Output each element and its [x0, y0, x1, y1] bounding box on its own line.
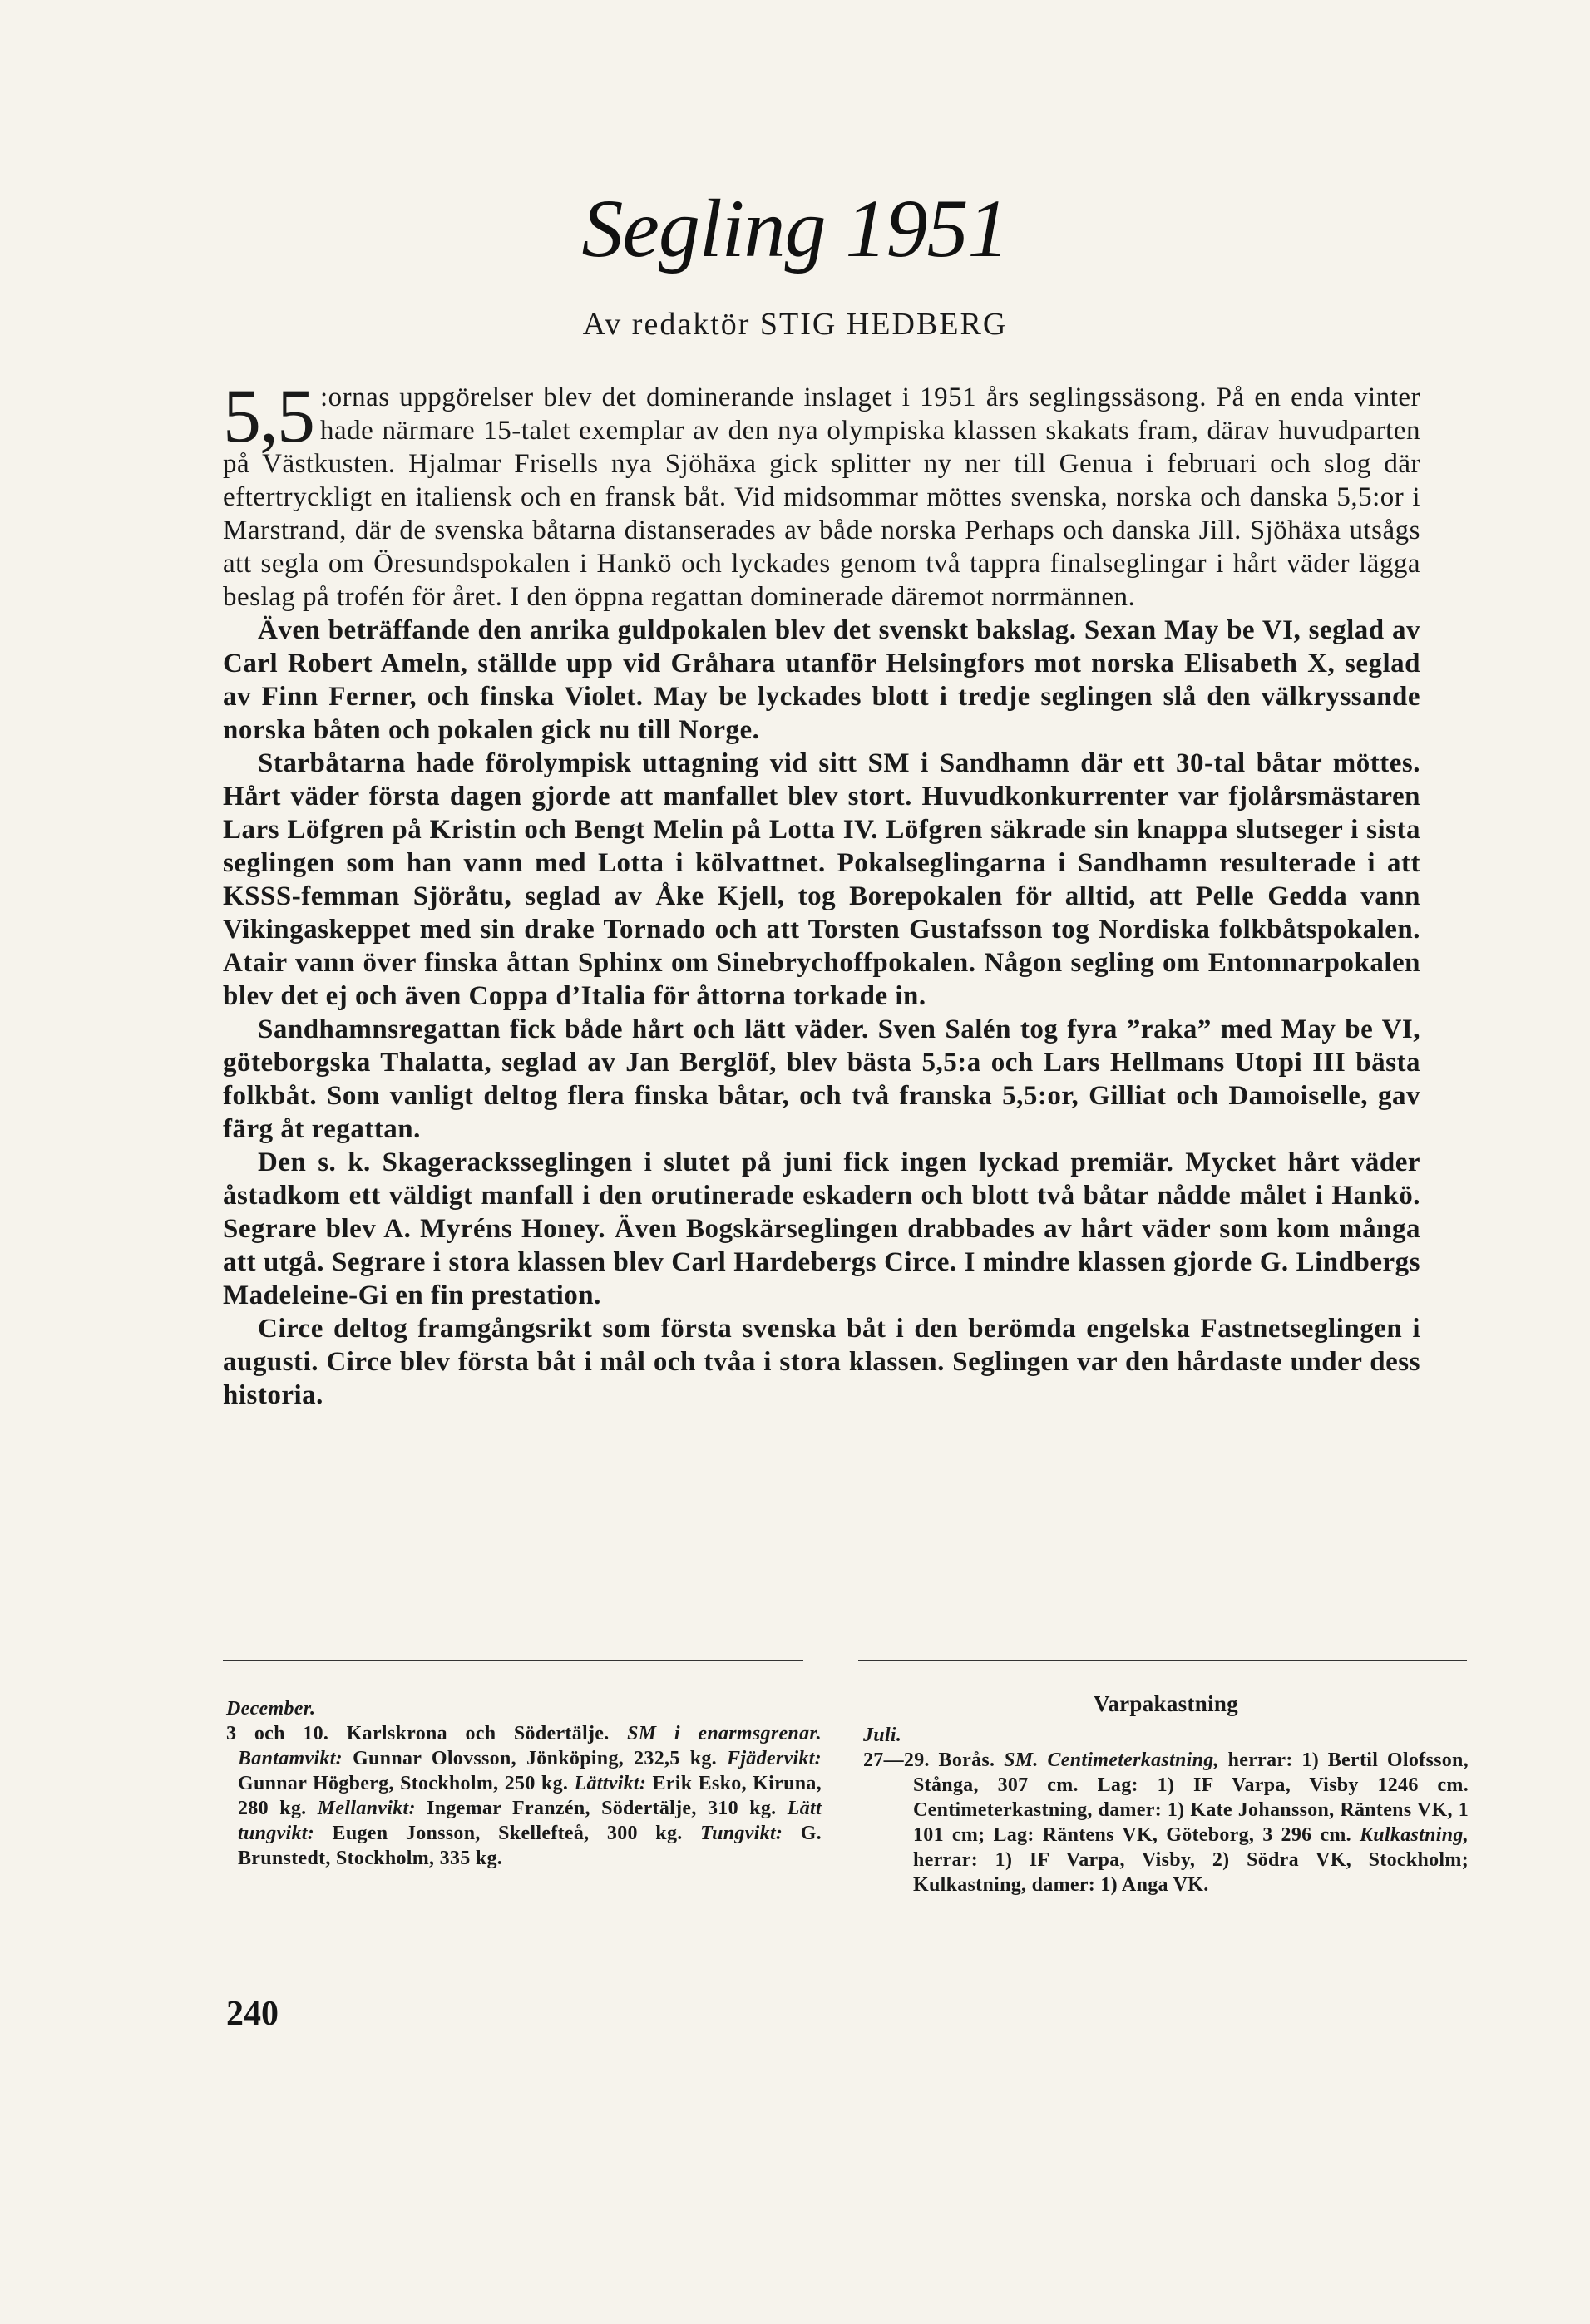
class-label: Bantamvikt: [238, 1748, 343, 1769]
paragraph [223, 373, 1420, 614]
entry-intro: 3 och 10. Karlskrona och Södertälje. [226, 1723, 610, 1744]
divider-left [223, 1660, 803, 1661]
entry-intro: 27—29. Borås. [863, 1749, 995, 1771]
paragraph: Sandhamnsregattan fick både hårt och lätt väder. Sven Salén tog fyra ”raka” med May be VI, göteborgska Thalatta, seglad av Jan Berglöf, blev bästa 5,5:a och Lars Hellmans Utopi III bästa folkbåt. Som vanligt deltog flera finska båtar, och två franska 5,5:or, Gilliat och Damoiselle, gav färg åt regattan. [223, 1014, 1420, 1144]
class-result: Ingemar Franzén, Södertälje, 310 kg. [427, 1798, 777, 1819]
class-label: Lättvikt: [574, 1773, 647, 1794]
class-label: Kulkastning, [1360, 1824, 1469, 1846]
divider-right [858, 1660, 1467, 1661]
class-result: Eugen Jonsson, Skellefteå, 300 kg. [332, 1823, 683, 1844]
paragraph-text: :ornas uppgörelser blev det dominerande inslaget i 1951 års seglingssäsong. På en enda vinter hade närmare 15-talet exemplar av den nya olympiska klassen skakats fram, därav huvudparten på Västkusten. Hjalmar Frisells nya Sjöhäxa gick splitter ny ner till Genua i februari och slog där eftertryckligt en italiensk och en fransk båt. Vid midsommar möttes svenska, norska och danska 5,5:or i Marstrand, där de svenska båtarna distanserades av både norska Perhaps och danska Jill. Sjöhäxa utsågs att segla om Öresundspokalen i Hankö och lyckades genom två tappra finalseglingar i hårt väder lägga beslag på trofén för året. I den öppna regattan dominerade däremot norrmännen. [223, 382, 1420, 612]
class-result: herrar: 1) IF Varpa, Visby, 2) Södra VK, Stockholm; Kulkastning, damer: 1) Anga VK. [913, 1849, 1469, 1896]
class-result: Gunnar Högberg, Stockholm, 250 kg. [238, 1773, 569, 1794]
entry-event: SM i enarmsgrenar. [627, 1723, 822, 1744]
class-result: herrar: 1) Bertil Olofsson, Stånga, 307 cm. Lag: 1) IF Varpa, Visby 1246 cm. Centimeterkastning, damer: 1) Kate Johansson, Räntens VK, 1 101 cm; Lag: Räntens VK, Göteborg, 3 296 cm. [913, 1749, 1469, 1846]
month-heading: Juli. [863, 1724, 902, 1746]
class-result: Gunnar Olovsson, Jönköping, 232,5 kg. [353, 1748, 717, 1769]
article-title: Segling 1951 [581, 182, 1009, 274]
class-label: Fjädervikt: [727, 1748, 822, 1769]
page-number: 240 [226, 1995, 279, 2033]
section-heading: Varpakastning [1094, 1691, 1238, 1716]
paragraph: Även beträffande den anrika guldpokalen blev det svenskt bakslag. Sexan May be VI, seglad av Carl Robert Ameln, ställde upp vid Gråhara utanför Helsingfors mot norska Elisabeth X, seglad av Finn Ferner, och finska Violet. May be lyckades blott i tredje seglingen slå den välkryssande norska båten och pokalen gick nu till Norge. [223, 615, 1420, 745]
class-result: G. Brunstedt, Stockholm, 335 kg. [238, 1823, 822, 1869]
month-heading: December. [226, 1698, 316, 1720]
class-label: Mellanvikt: [317, 1798, 416, 1819]
paragraph: Den s. k. Skageracksseglingen i slutet på juni fick ingen lyckad premiär. Mycket hårt väder åstadkom ett väldigt manfall i den orutinerade eskadern och blott två båtar nådde målet i Hankö. Segrare blev A. Myréns Honey. Även Bogskärseglingen drabbades av hårt väder som kom många att utgå. Segrare i stora klassen blev Carl Hardebergs Circe. I mindre klassen gjorde G. Lindbergs Madeleine-Gi en fin prestation. [223, 1147, 1420, 1310]
paragraph: Circe deltog framgångsrikt som första svenska båt i den berömda engelska Fastnetseglingen i augusti. Circe blev första båt i mål och tvåa i stora klassen. Seglingen var den hårdaste under dess historia. [223, 1314, 1420, 1410]
paragraph: Starbåtarna hade förolympisk uttagning vid sitt SM i Sandhamn där ett 30-tal båtar möttes. Hårt väder första dagen gjorde att manfallet blev stort. Huvudkonkurrenter var fjolårsmästaren Lars Löfgren på Kristin och Bengt Melin på Lotta IV. Löfgren säkrade sin knappa slutseger i sista seglingen som han vann med Lotta i kölvattnet. Pokalseglingarna i Sandhamn resulterade i att KSSS-femman Sjöråtu, seglad av Åke Kjell, tog Borepokalen för alltid, att Pelle Gedda vann Vikingaskeppet med sin drake Tornado och att Torsten Gustafsson tog Nordiska folkbåtspokalen. Atair vann över finska åttan Sphinx om Sinebrychoffpokalen. Någon segling om Entonnarpokalen blev det ej och även Coppa d’Italia för åttorna torkade in. [223, 748, 1420, 1011]
class-label: Tungvikt: [700, 1823, 783, 1844]
article-body [223, 373, 1420, 1412]
results-entry [863, 1748, 1469, 1897]
class-result: Erik Esko, Kiruna, 280 kg. [238, 1773, 822, 1819]
class-label: Centimeterkastning, [1047, 1749, 1219, 1771]
class-label: Lätt tungvikt: [238, 1798, 822, 1844]
results-column-right [863, 1691, 1469, 1897]
results-entry [226, 1721, 822, 1871]
drop-cap: 5,5 [223, 373, 314, 458]
article-byline: Av redaktör STIG HEDBERG [582, 307, 1008, 342]
entry-event: SM. [1004, 1749, 1039, 1771]
results-column-left [226, 1696, 822, 1871]
